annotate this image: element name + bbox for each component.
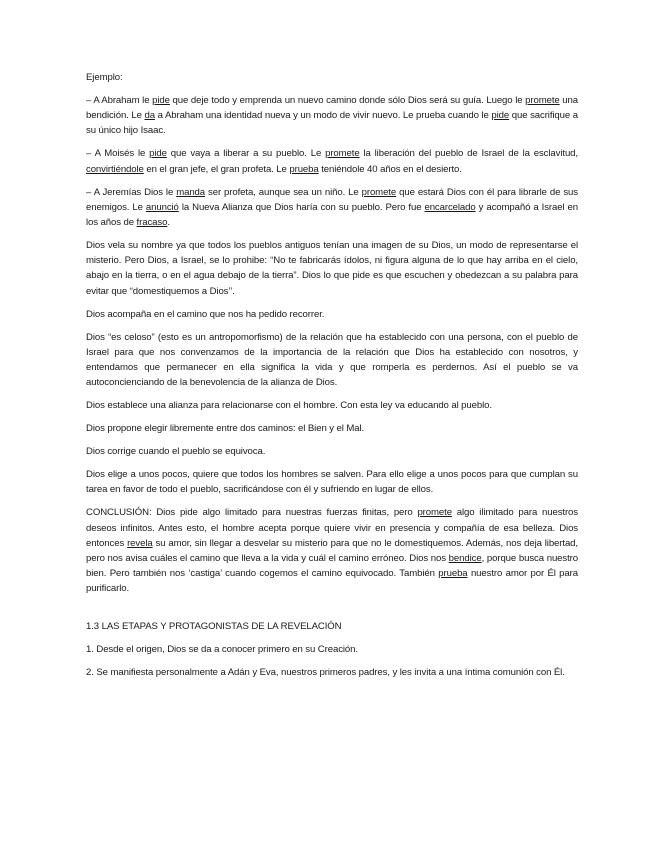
text-run: teniéndole 40 años en el desierto. — [318, 163, 462, 175]
body-paragraph — [86, 421, 578, 436]
underlined-term: convirtiéndole — [86, 163, 144, 175]
text-run: su amor, sin llegar a desvelar su misterio para que no le domestiquemos. Además, nos deja libertad, pero nos avisa cuáles el camino que lleva a la vida y cuál el camino erróneo. Dios nos — [86, 537, 578, 565]
text-run: Dios propone elegir libremente entre dos caminos: el Bien y el Mal. — [86, 423, 365, 435]
text-run: Dios corrige cuando el pueblo se equivoca. — [86, 446, 266, 458]
body-paragraph — [86, 185, 578, 231]
underlined-term: encarcelado — [424, 201, 476, 213]
text-run: la liberación del pueblo de Israel de la esclavitud, — [359, 148, 578, 160]
underlined-term: promete — [325, 148, 360, 160]
text-run: algo ilimitado para nuestros deseos infinitos. Antes esto, el hombre acepta porque quiere vivir en presencia y compañía de esa belleza. Dios entonces — [86, 507, 578, 549]
underlined-term: pide — [149, 148, 167, 160]
underlined-term: manda — [176, 186, 206, 198]
text-run: que sacrifique a su único hijo Isaac. — [86, 110, 579, 137]
underlined-term: pide — [491, 110, 510, 122]
text-run: . — [167, 217, 170, 229]
body-paragraph — [86, 307, 578, 322]
underlined-term: da — [144, 110, 155, 122]
body-paragraph — [86, 238, 578, 299]
underlined-term: anunció — [145, 201, 179, 213]
underlined-term: prueba — [438, 568, 468, 580]
body-paragraph — [86, 146, 578, 176]
text-run: la Nueva Alianza que Dios haría con su pueblo. Pero fue — [178, 201, 425, 213]
text-run: y acompañó a Israel en los años de — [86, 201, 579, 229]
text-run: ser profeta, aunque sea un niño. Le — [205, 186, 362, 198]
underlined-term: bendice — [448, 553, 482, 565]
underlined-term: promete — [361, 186, 397, 198]
text-run: Dios acompaña en el camino que nos ha pedido recorrer. — [86, 308, 325, 320]
text-run: nuestro amor por Él para purificarlo. — [86, 568, 578, 595]
text-run: a Abraham una identidad nueva y un modo de vivir nuevo. Le prueba cuando le — [154, 110, 492, 122]
text-run: Dios establece una alianza para relacionarse con el hombre. Con esta ley va educando al pueblo. — [86, 400, 492, 412]
text-run: – A Jeremías Dios le — [86, 186, 177, 198]
body-paragraph — [86, 330, 578, 391]
list-item-2: 2. Se manifiesta personalmente a Adán y Eva, nuestros primeros padres, y les invita a una íntima comunión con Él. — [86, 666, 565, 678]
body-paragraph — [86, 505, 578, 596]
text-run: – A Moisés le — [86, 148, 150, 160]
body-paragraph — [86, 93, 578, 139]
text-run: que estará Dios con él para librarle de sus enemigos. Le — [86, 186, 578, 213]
body-paragraphs — [86, 93, 578, 597]
underlined-term: revela — [127, 537, 153, 549]
underlined-term: pide — [152, 95, 170, 106]
text-run: CONCLUSIÓN: Dios pide algo limitado para nuestras fuerzas finitas, pero — [86, 507, 418, 519]
text-run: Dios vela su nombre ya que todos los pueblos antiguos tenían una imagen de su Dios, un modo de representarse el misterio. Pero Dios, a Israel, se lo prohibe: “No te fabricarás ídolos, ni figura alguna de lo que hay arriba en el cielo, abajo en la tierra, o en el agua debajo de la tierra”. Dios lo que pide es que escuchen y obedezcan a su palabra para evitar que “domestiquemos a Dios’’. — [86, 240, 578, 297]
intro-label: Ejemplo: — [86, 72, 123, 83]
text-run: que vaya a liberar a su pueblo. Le — [166, 148, 326, 160]
text-run: una bendición. Le — [86, 95, 579, 122]
underlined-term: promete — [525, 95, 560, 106]
document-page — [86, 70, 578, 688]
text-run: , porque busca nuestro bien. Pero también nos ‘castiga’ cuando cogemos el camino equivocado. También — [86, 553, 579, 580]
underlined-term: prueba — [289, 163, 319, 175]
text-run: – A Abraham le — [86, 95, 153, 106]
body-paragraph — [86, 398, 578, 413]
underlined-term: promete — [417, 507, 452, 519]
section-heading: 1.3 LAS ETAPAS Y PROTAGONISTAS DE LA REVELACIÓN — [86, 620, 342, 632]
underlined-term: fracaso — [136, 217, 168, 229]
text-run: Dios “es celoso” (esto es un antropomorfismo) de la relación que ha establecido con una persona, con el pueblo de Israel para que nos convenzamos de la importancia de la relación que Dios ha establecido con nosotros, y entendamos que permanecer en ella significa la vida y que romperla es perdernos. Así el pueblo se va autoconcienciando de la benevolencia de la alianza de Dios. — [86, 331, 578, 389]
text-run: que deje todo y emprenda un nuevo camino donde sólo Dios será su guía. Luego le — [169, 95, 526, 106]
body-paragraph — [86, 467, 578, 497]
list-item-1: 1. Desde el origen, Dios se da a conocer primero en su Creación. — [86, 643, 358, 655]
text-run: Dios elige a unos pocos, quiere que todos los hombres se salven. Para ello elige a unos pocos para que cumplan su tarea en favor de todo el pueblo, sacrificándose con él y sufriendo en lugar de ellos. — [86, 469, 578, 496]
body-paragraph — [86, 444, 578, 459]
text-run: en el gran jefe, el gran profeta. Le — [143, 163, 290, 175]
